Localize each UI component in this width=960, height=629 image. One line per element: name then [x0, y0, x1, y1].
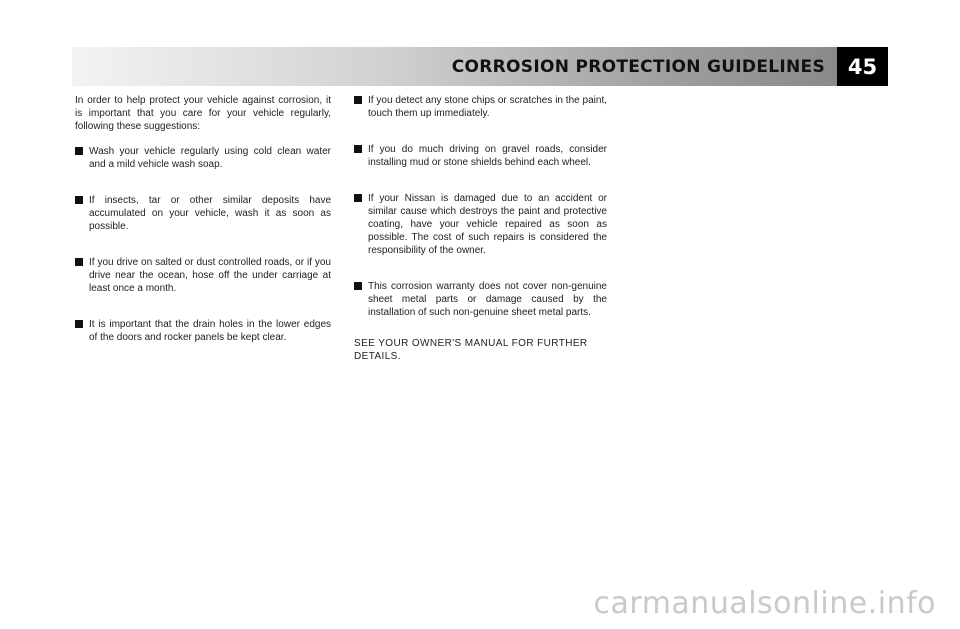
- page-number-box: [837, 47, 888, 86]
- left-bullet-list: [75, 145, 331, 344]
- list-item-stone-chips: If you detect any stone chips or scratches in the paint, touch them up immediately.: [354, 94, 607, 120]
- list-item-warranty-exclusion: This corrosion warranty does not cover non-genuine sheet metal parts or damage caused by the installation of such non-genuine sheet metal parts.: [354, 280, 607, 319]
- watermark-text: carmanualsonline.info: [593, 586, 936, 621]
- list-item-salted-roads: If you drive on salted or dust controlled roads, or if you drive near the ocean, hose off the under carriage at least once a month.: [75, 256, 331, 295]
- intro-paragraph: In order to help protect your vehicle against corrosion, it is important that you care for your vehicle regularly, following these suggestions:: [75, 95, 331, 132]
- page-number: 45: [847, 54, 878, 79]
- closing-note: SEE YOUR OWNER'S MANUAL FOR FURTHER DETAILS.: [354, 338, 588, 362]
- right-column: [354, 94, 607, 363]
- right-bullet-list: [354, 94, 607, 319]
- list-item-deposits: If insects, tar or other similar deposits have accumulated on your vehicle, wash it as soon as possible.: [75, 194, 331, 233]
- section-title: CORROSION PROTECTION GUIDELINES: [451, 57, 825, 77]
- list-item-gravel-roads: If you do much driving on gravel roads, consider installing mud or stone shields behind each wheel.: [354, 143, 607, 169]
- left-column: [75, 94, 331, 367]
- list-item-drain-holes: It is important that the drain holes in the lower edges of the doors and rocker panels be kept clear.: [75, 318, 331, 344]
- section-header-band: [72, 47, 837, 86]
- list-item-wash: Wash your vehicle regularly using cold clean water and a mild vehicle wash soap.: [75, 145, 331, 171]
- list-item-accident-damage: If your Nissan is damaged due to an accident or similar cause which destroys the paint and protective coating, have your vehicle repaired as soon as possible. The cost of such repairs is considered the responsibility of the owner.: [354, 192, 607, 257]
